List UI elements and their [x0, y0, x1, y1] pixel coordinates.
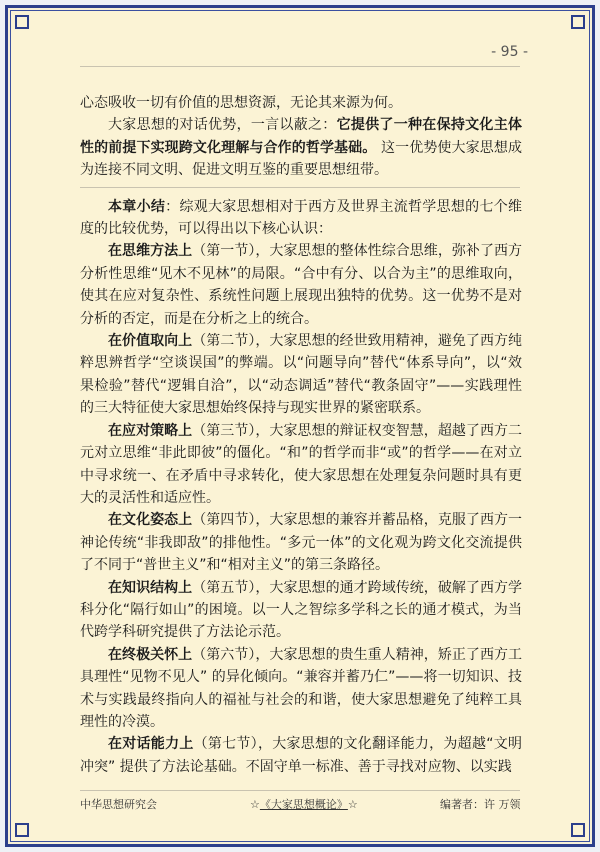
item-text: （第五节），大家思想的通才跨域传统，破解了西方学科分化“隔行如山”的困境。以一人之智综多学科之长的通才模式，为当代跨学科研究提供了方法论示范。 — [80, 579, 523, 641]
item-text: （第三节），大家思想的辩证权变智慧，超越了西方二元对立思维“非此即彼”的僵化。“和”的哲学而非“或”的哲学——在对立中寻求统一、在矛盾中寻求转化，使大家思想在处理复杂问题时具有更大的灵活性和适应性。 — [80, 422, 523, 506]
item-lead: 在应对策略上 — [108, 422, 193, 439]
footer-rule — [80, 790, 520, 791]
paragraph-text: 这一优势使大家思想成为连接不同文明、促进文明互鉴的重要思想纽带。 — [80, 139, 523, 179]
section-divider — [80, 187, 520, 188]
paragraph — [80, 114, 522, 181]
item-lead: 在终极关怀上 — [108, 646, 193, 663]
header-rule — [80, 66, 520, 67]
summary-item — [80, 577, 522, 644]
footer-author: 编著者：许 万领 — [440, 798, 521, 811]
item-text: （第四节），大家思想的兼容并蓄品格，克服了西方一神论传统“非我即敌”的排他性。“多元一体”的文化观为跨文化交流提供了不同于“普世主义”和“相对主义”的第三条路径。 — [80, 512, 523, 574]
corner-ornament — [571, 823, 585, 837]
item-lead: 在价值取向上 — [108, 333, 193, 350]
corner-ornament — [15, 15, 29, 29]
corner-ornament — [571, 15, 585, 29]
paragraph — [80, 92, 522, 114]
chapter-summary — [80, 196, 522, 241]
summary-item — [80, 330, 522, 420]
emphasis-text: 它提供了一种在保持文化主体性的前提下实现跨文化理解与合作的哲学基础。 — [80, 117, 523, 156]
summary-item — [80, 733, 522, 778]
item-lead: 在文化姿态上 — [108, 512, 193, 529]
summary-item — [80, 509, 522, 576]
book-title: 《大家思想概论》 — [259, 798, 348, 811]
item-lead: 在对话能力上 — [108, 736, 194, 753]
item-text: （第七节），大家思想的文化翻译能力，为超越“文明冲突” 提供了方法论基础。不固守单一标准、善于寻找对应物、以实践 — [80, 736, 522, 775]
item-lead: 在知识结构上 — [108, 579, 193, 596]
item-text: （第一节），大家思想的整体性综合思维，弥补了西方分析性思维“见木不见林”的局限。“合中有分、以合为主”的思维取向，使其在应对复杂性、系统性问题上展现出独特的优势。这一优势不是对分析的否定，而是在分析之上的统合。 — [80, 243, 523, 327]
page-number: - 95 - — [491, 44, 528, 60]
paragraph-text: 心态吸收一切有价值的思想资源，无论其来源为何。 — [80, 95, 402, 111]
summary-item — [80, 240, 522, 330]
summary-heading: 本章小结 — [108, 198, 166, 215]
paragraph-text: 大家思想的对话优势，一言以蔽之： — [108, 117, 337, 134]
item-text: （第二节），大家思想的经世致用精神，避免了西方纯粹思辨哲学“空谈误国”的弊端。以“问题导向”替代“体系导向”，以“效果检验”替代“逻辑自洽”，以“动态调适”替代“教条固守”——实践理性的三大特征使大家思想始终保持与现实世界的紧密联系。 — [80, 333, 523, 417]
footer-organization: 中华思想研究会 — [80, 798, 157, 811]
footer-book-title — [250, 796, 358, 812]
star-icon: ☆ — [250, 798, 260, 811]
summary-item — [80, 644, 522, 734]
item-lead: 在思维方法上 — [108, 243, 193, 260]
item-text: （第六节），大家思想的贵生重人精神，矫正了西方工具理性“见物不见人” 的异化倾向。“兼容并蓄乃仁”——将一切知识、技术与实践最终指向人的福祉与社会的和谐，使大家思想避免了纯粹工具理性的冷漠。 — [80, 646, 523, 730]
paragraph-text: ：综观大家思想相对于西方及世界主流哲学思想的七个维度的比较优势，可以得出以下核心认识： — [80, 198, 523, 238]
summary-item — [80, 420, 522, 510]
body-text — [80, 92, 522, 778]
corner-ornament — [15, 823, 29, 837]
star-icon: ☆ — [347, 798, 358, 811]
